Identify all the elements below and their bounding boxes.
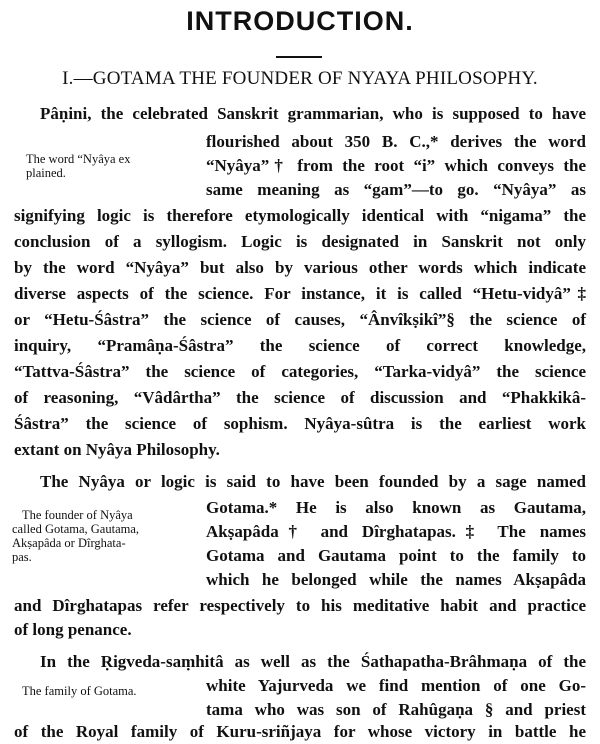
text-line: inquiry, “Pramâṇa-Śâstra” the science of correct knowledge, (14, 336, 586, 355)
text-line: Gotama and Gautama point to the family to (206, 546, 586, 565)
text-line: Śâstra” the science of sophism. Nyâya-sûtra is the earliest work (14, 414, 586, 433)
text-line: diverse aspects of the science. For instance, it is called “Hetu-vidyâ”‡ (14, 284, 586, 303)
margin-note-line: called Gotama, Gautama, (12, 522, 140, 536)
text-line: Pâṇini, the celebrated Sanskrit grammarian, who is supposed to have (40, 104, 586, 123)
text-line: Akṣapâda† and Dîrghatapas.‡ The names (206, 522, 586, 541)
text-line: of long penance. (14, 620, 132, 639)
margin-note-line: plained. (26, 166, 66, 180)
text-line: by the word “Nyâya” but also by various other words which indicate (14, 258, 586, 277)
margin-note-founder (12, 508, 202, 564)
text-line: flourished about 350 B. C.,* derives the word (206, 132, 586, 151)
text-line: white Yajurveda we find mention of one Go- (206, 676, 586, 695)
text-line: signifying logic is therefore etymologically identical with “nigama” the (14, 206, 586, 225)
page-title: INTRODUCTION. (186, 6, 414, 36)
title-rule (276, 56, 322, 58)
margin-note-line: Akṣapâda or Dîrghata- (12, 536, 126, 550)
section-heading: I.—GOTAMA THE FOUNDER OF NYAYA PHILOSOPHY. (62, 68, 538, 89)
text-line: of reasoning, “Vâdârtha” the science of discussion and “Phakkikâ- (14, 388, 586, 407)
text-line: which he belonged while the names Akṣapâda (206, 570, 586, 589)
text-line: “Tattva-Śâstra” the science of categories, “Tarka-vidyâ” the science (14, 362, 586, 381)
margin-note-line: The founder of Nyâya (22, 508, 133, 522)
text-line: Gotama.* He is also known as Gautama, (206, 498, 586, 517)
text-line: same meaning as “gam”—to go. “Nyâya” as (206, 180, 586, 199)
margin-note-line: The family of Gotama. (22, 684, 137, 698)
text-line: conclusion of a syllogism. Logic is designated in Sanskrit not only (14, 232, 586, 251)
margin-note-line: pas. (12, 550, 32, 564)
text-line: of the Royal family of Kuru-sriñjaya for whose victory in battle he (14, 722, 586, 741)
margin-note-nyaya (12, 152, 202, 180)
text-line: tama who was son of Rahûgaṇa § and priest (206, 700, 586, 719)
text-line: or “Hetu-Śâstra” the science of causes, “Ânvîkṣikî”§ the science of (14, 310, 586, 329)
text-line: The Nyâya or logic is said to have been founded by a sage named (40, 472, 586, 491)
text-line: and Dîrghatapas refer respectively to his meditative habit and practice (14, 596, 586, 615)
text-line: “Nyâya”† from the root “i” which conveys the (206, 156, 586, 175)
text-line: In the Ṛigveda-saṃhitâ as well as the Śathapatha-Brâhmaṇa of the (40, 652, 586, 671)
margin-note-line: The word “Nyâya ex (26, 152, 131, 166)
text-line: extant on Nyâya Philosophy. (14, 440, 220, 459)
margin-note-family (12, 684, 202, 698)
